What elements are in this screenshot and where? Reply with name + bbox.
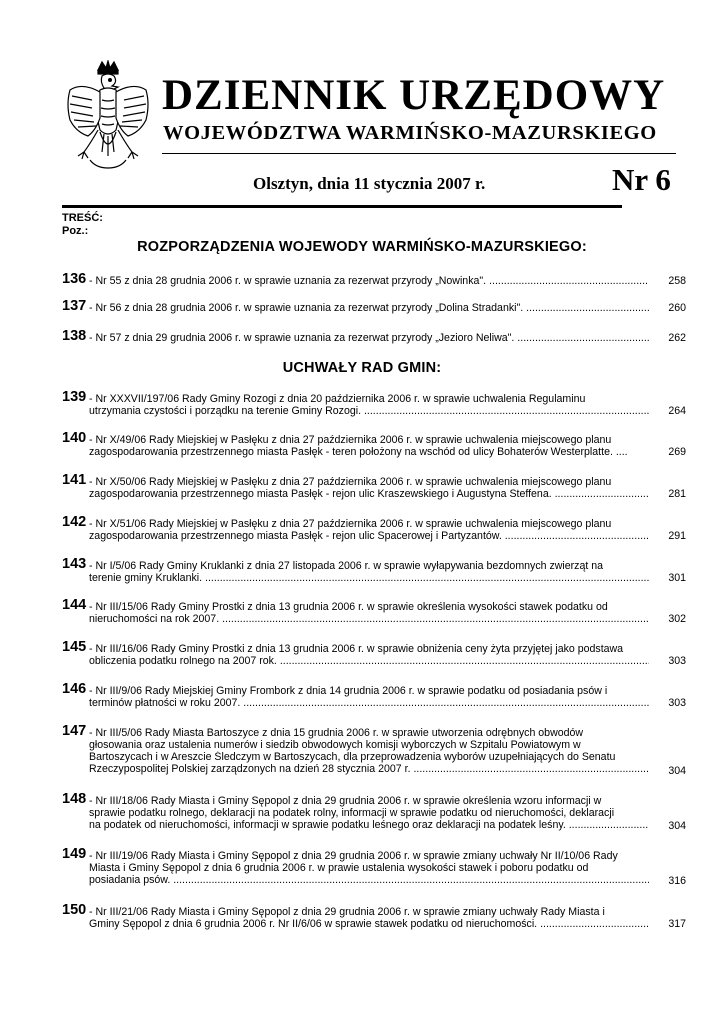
entry-line: na podatek od nieruchomości, informacji w sprawie podatku leśnego oraz deklaracji na podatek leśny. ..... bbox=[89, 819, 649, 831]
toc-entry bbox=[62, 389, 686, 433]
entry-text bbox=[89, 601, 649, 625]
entry-number: 138 bbox=[62, 328, 87, 344]
toc-entry bbox=[62, 846, 686, 902]
toc-entry bbox=[62, 902, 686, 946]
entry-page: 260 bbox=[668, 302, 686, 314]
entry-line: - Nr III/19/06 Rady Miasta i Gminy Sępopol z dnia 29 grudnia 2006 r. w sprawie zmiany uchwały Nr II/10/06 Rady bbox=[89, 850, 618, 862]
entry-page: 302 bbox=[668, 613, 686, 625]
header-divider bbox=[162, 153, 676, 154]
entry-page: 316 bbox=[668, 875, 686, 887]
entry-page: 317 bbox=[668, 918, 686, 930]
journal-title: DZIENNIK URZĘDOWY bbox=[162, 72, 666, 119]
entry-number: 148 bbox=[62, 791, 87, 807]
entry-text bbox=[89, 434, 649, 458]
entry-number: 136 bbox=[62, 271, 87, 287]
entry-text bbox=[89, 906, 649, 930]
section-title: ROZPORZĄDZENIA WOJEWODY WARMIŃSKO-MAZURSKIEGO: bbox=[137, 239, 587, 255]
toc-entry bbox=[62, 514, 686, 558]
entry-number: 146 bbox=[62, 681, 87, 697]
entry-line: Bartoszycach i w Areszcie Śledczym w Bartoszycach, dla przeprowadzenia wyborów uzupełniających do Senatu bbox=[89, 751, 616, 763]
entry-line: terminów płatności w roku 2007. ..... bbox=[89, 697, 649, 709]
entry-line: Rzeczypospolitej Polskiej zarządzonych na dzień 28 stycznia 2007 r. ..... bbox=[89, 763, 649, 775]
entry-number: 145 bbox=[62, 639, 87, 655]
eagle-emblem-icon bbox=[62, 60, 154, 172]
entry-page: 304 bbox=[668, 765, 686, 777]
entry-page: 291 bbox=[668, 530, 686, 542]
entry-number: 139 bbox=[62, 389, 87, 405]
entry-page: 264 bbox=[668, 405, 686, 417]
entry-number: 140 bbox=[62, 430, 87, 446]
entry-line: zagospodarowania przestrzennego miasta Pasłęk - rejon ulic Spacerowej i Partyzantów. ..... bbox=[89, 530, 649, 542]
toc-entry bbox=[62, 472, 686, 516]
entry-line: obliczenia podatku rolnego na 2007 rok. ..... bbox=[89, 655, 649, 667]
entry-page: 262 bbox=[668, 332, 686, 344]
toc-entry bbox=[62, 681, 686, 725]
entry-page: 303 bbox=[668, 655, 686, 667]
entry-line: posiadania psów. ..... bbox=[89, 874, 649, 886]
entry-text bbox=[89, 643, 649, 667]
entry-text bbox=[89, 518, 649, 542]
entry-number: 143 bbox=[62, 556, 87, 572]
entry-line: Miasta i Gminy Sępopol z dnia 6 grudnia 2006 r. w prawie ustalenia wysokości stawek i poboru podatku od bbox=[89, 862, 589, 874]
entry-text bbox=[89, 685, 649, 709]
entry-line: - Nr III/16/06 Rady Gminy Prostki z dnia 13 grudnia 2006 r. w sprawie obniżenia ceny żyta przyjętej jako podstawa bbox=[89, 643, 624, 655]
entry-line: - Nr III/9/06 Rady Miejskiej Gminy Frombork z dnia 14 grudnia 2006 r. w sprawie podatku od posiadania psów i bbox=[89, 685, 608, 697]
section-title: UCHWAŁY RAD GMIN: bbox=[282, 360, 442, 376]
entry-page: 281 bbox=[668, 488, 686, 500]
journal-subtitle: WOJEWÓDZTWA WARMIŃSKO-MAZURSKIEGO bbox=[163, 122, 657, 144]
entry-number: 141 bbox=[62, 472, 87, 488]
entry-line: - Nr 56 z dnia 28 grudnia 2006 r. w sprawie uznania za rezerwat przyrody „Dolina Stradanki". ..... bbox=[89, 302, 649, 314]
toc-entry bbox=[62, 723, 686, 791]
entry-line: - Nr X/49/06 Rady Miejskiej w Pasłęku z dnia 27 października 2006 r. w sprawie uchwalenia miejscowego planu bbox=[89, 434, 612, 446]
entry-line: głosowania oraz ustalenia numerów i siedzib obwodowych komisji wyborczych w Szpitalu Powiatowym w bbox=[89, 739, 581, 751]
entry-page: 304 bbox=[668, 820, 686, 832]
entry-line: - Nr III/5/06 Rady Miasta Bartoszyce z dnia 15 grudnia 2006 r. w sprawie utworzenia odrębnych obwodów bbox=[89, 727, 584, 739]
entry-line: - Nr III/21/06 Rady Miasta i Gminy Sępopol z dnia 29 grudnia 2006 r. w sprawie zmiany uchwały Rady Miasta i bbox=[89, 906, 605, 918]
entry-line: - Nr XXXVII/197/06 Rady Gminy Rozogi z dnia 20 października 2006 r. w sprawie uchwalenia Regulaminu bbox=[89, 393, 586, 405]
entry-text bbox=[89, 275, 649, 287]
entry-number: 150 bbox=[62, 902, 87, 918]
toc-entry bbox=[62, 597, 686, 641]
entry-text bbox=[89, 393, 649, 417]
entry-number: 137 bbox=[62, 298, 87, 314]
entry-text bbox=[89, 302, 649, 314]
entry-line: - Nr I/5/06 Rady Gminy Kruklanki z dnia 27 listopada 2006 r. w sprawie wyłapywania bezdomnych zwierząt na bbox=[89, 560, 604, 572]
entry-line: zagospodarowania przestrzennego miasta Pasłęk - rejon ulic Kraszewskiego i Augustyna Steffena. ..... bbox=[89, 488, 649, 500]
entry-line: zagospodarowania przestrzennego miasta Pasłęk - teren położony na wschód od ulicy Bohaterów Westerplatte. .... bbox=[89, 446, 628, 458]
entry-text bbox=[89, 727, 649, 775]
entry-page: 258 bbox=[668, 275, 686, 287]
contents-divider bbox=[62, 205, 622, 208]
entry-page: 301 bbox=[668, 572, 686, 584]
entry-text bbox=[89, 332, 649, 344]
place-and-date: Olsztyn, dnia 11 stycznia 2007 r. bbox=[253, 174, 486, 193]
issue-number: Nr 6 bbox=[612, 162, 671, 197]
entry-text bbox=[89, 795, 649, 831]
position-label: Poz.: bbox=[62, 225, 89, 237]
entry-number: 144 bbox=[62, 597, 87, 613]
entry-line: - Nr III/18/06 Rady Miasta i Gminy Sępopol z dnia 29 grudnia 2006 r. w sprawie określenia wzoru informacji w bbox=[89, 795, 602, 807]
entry-text bbox=[89, 850, 649, 886]
entry-line: terenie gminy Kruklanki. ..... bbox=[89, 572, 649, 584]
entry-line: - Nr 57 z dnia 29 grudnia 2006 r. w sprawie uznania za rezerwat przyrody „Jezioro Neliwa". ..... bbox=[89, 332, 649, 344]
toc-entry bbox=[62, 639, 686, 683]
entry-line: - Nr X/50/06 Rady Miejskiej w Pasłęku z dnia 27 października 2006 r. w sprawie uchwalenia miejscowego planu bbox=[89, 476, 612, 488]
entry-text bbox=[89, 476, 649, 500]
toc-entry bbox=[62, 556, 686, 600]
contents-label: TREŚĆ: bbox=[62, 212, 103, 224]
entry-text bbox=[89, 560, 649, 584]
entry-page: 303 bbox=[668, 697, 686, 709]
toc-entry bbox=[62, 791, 686, 847]
entry-line: nieruchomości na rok 2007. ..... bbox=[89, 613, 649, 625]
entry-page: 269 bbox=[668, 446, 686, 458]
entry-line: utrzymania czystości i porządku na terenie Gminy Rozogi. ..... bbox=[89, 405, 649, 417]
entry-number: 149 bbox=[62, 846, 87, 862]
entry-number: 147 bbox=[62, 723, 87, 739]
entry-line: - Nr X/51/06 Rady Miejskiej w Pasłęku z dnia 27 października 2006 r. w sprawie uchwalenia miejscowego planu bbox=[89, 518, 612, 530]
entry-line: sprawie podatku rolnego, deklaracji na podatek rolny, informacji w sprawie podatku od nieruchomości, deklaracji bbox=[89, 807, 615, 819]
entry-line: - Nr III/15/06 Rady Gminy Prostki z dnia 13 grudnia 2006 r. w sprawie określenia wysokości stawek podatku od bbox=[89, 601, 608, 613]
entry-number: 142 bbox=[62, 514, 87, 530]
entry-line: - Nr 55 z dnia 28 grudnia 2006 r. w sprawie uznania za rezerwat przyrody „Nowinka". ..... bbox=[89, 275, 649, 287]
entry-line: Gminy Sępopol z dnia 6 grudnia 2006 r. Nr II/6/06 w sprawie stawek podatku od nieruchomości. ..... bbox=[89, 918, 649, 930]
toc-entry bbox=[62, 430, 686, 474]
